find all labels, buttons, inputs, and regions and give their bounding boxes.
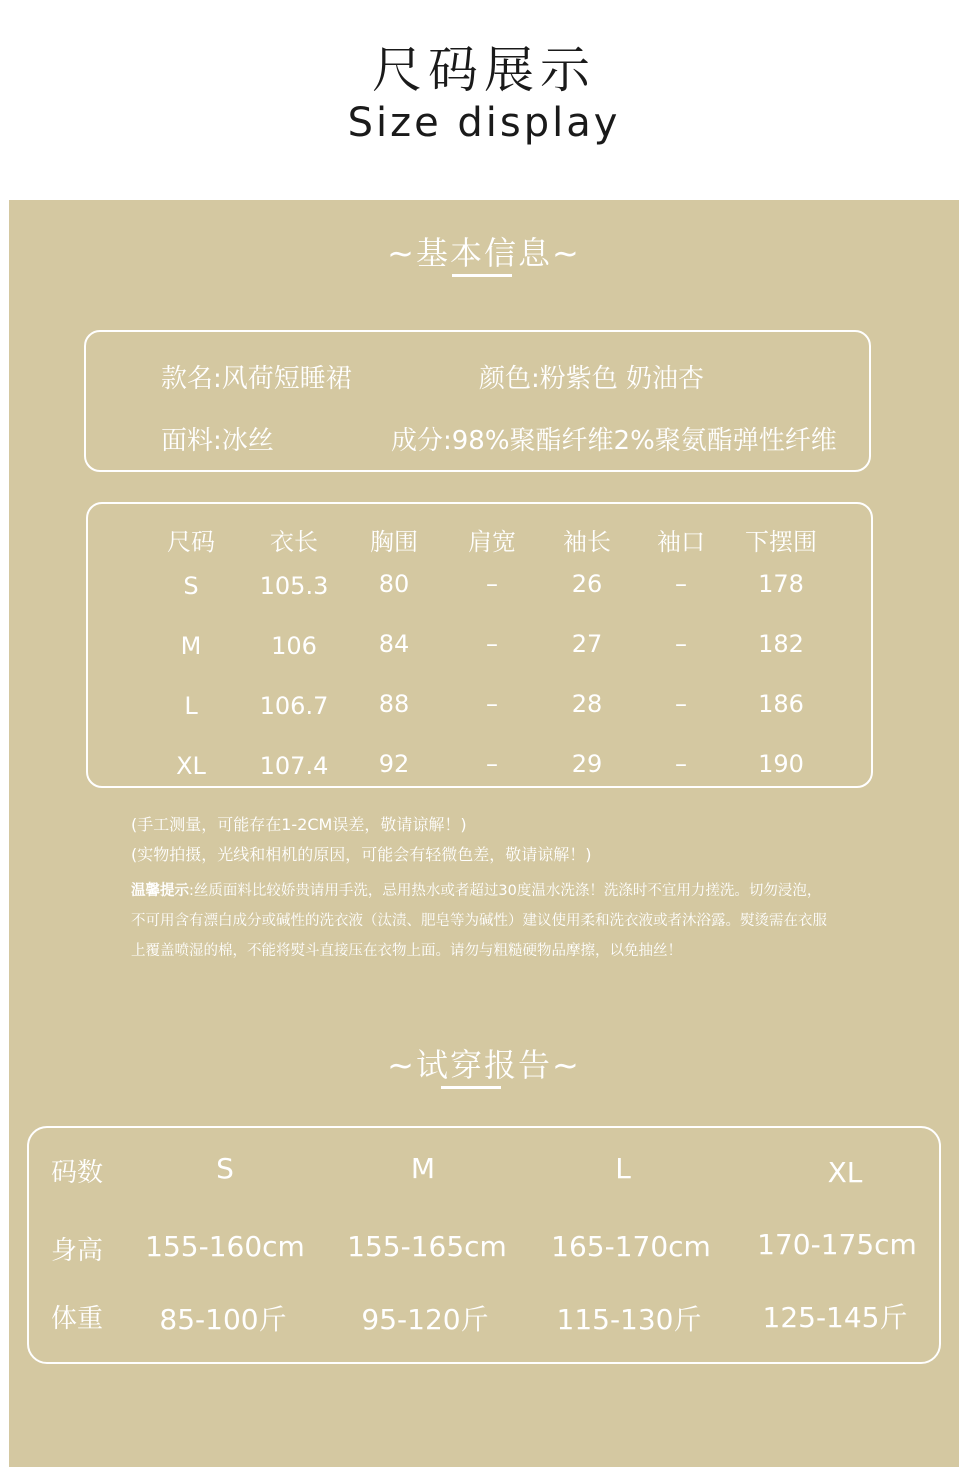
fabric: 面料:冰丝 bbox=[161, 426, 274, 456]
table-cell: M bbox=[180, 632, 202, 660]
page-header bbox=[0, 0, 968, 200]
try-on-title: ~试穿报告~ bbox=[387, 1046, 581, 1084]
measurement-note: (手工测量，可能存在1-2CM误差，敬请谅解！) bbox=[131, 815, 467, 834]
col-header-cuff: 袖口 bbox=[657, 528, 705, 556]
table-cell: 186 bbox=[758, 690, 804, 718]
table-cell: 182 bbox=[758, 630, 804, 658]
row-label-weight: 体重 bbox=[51, 1304, 104, 1334]
table-cell: XL bbox=[176, 752, 206, 780]
try-on-height: 165-170cm bbox=[551, 1230, 711, 1263]
table-cell: 80 bbox=[378, 570, 410, 598]
col-header-size: 尺码 bbox=[167, 528, 215, 556]
table-cell: – bbox=[486, 750, 498, 778]
try-on-height: 155-165cm bbox=[347, 1230, 507, 1263]
try-on-table bbox=[27, 1126, 941, 1364]
try-on-underline bbox=[441, 1086, 501, 1089]
table-cell: 105.3 bbox=[259, 572, 329, 600]
table-cell: – bbox=[675, 690, 687, 718]
care-tips-label: 温馨提示 bbox=[131, 883, 189, 899]
basic-info-box bbox=[84, 330, 871, 472]
try-on-size: L bbox=[615, 1152, 631, 1185]
table-cell: – bbox=[675, 630, 687, 658]
row-label-size: 码数 bbox=[51, 1158, 104, 1188]
page-title: 尺码展示 bbox=[372, 41, 596, 99]
table-cell: 106 bbox=[271, 632, 317, 660]
table-cell: 26 bbox=[571, 570, 603, 598]
page-subtitle: Size display bbox=[347, 100, 621, 146]
col-header-bust: 胸围 bbox=[370, 528, 418, 556]
product-color: 颜色:粉紫色 奶油杏 bbox=[479, 364, 705, 394]
table-cell: 178 bbox=[758, 570, 804, 598]
try-on-height: 155-160cm bbox=[145, 1230, 305, 1263]
size-table bbox=[86, 502, 873, 788]
table-cell: 92 bbox=[378, 750, 410, 778]
table-cell: – bbox=[486, 630, 498, 658]
try-on-height: 170-175cm bbox=[757, 1228, 917, 1261]
table-cell: 84 bbox=[378, 630, 410, 658]
table-cell: – bbox=[675, 750, 687, 778]
table-cell: S bbox=[183, 572, 199, 600]
basic-info-underline bbox=[452, 274, 512, 277]
try-on-weight: 95-120斤 bbox=[361, 1303, 489, 1336]
try-on-size: M bbox=[410, 1152, 436, 1185]
basic-info-title: ~基本信息~ bbox=[387, 234, 581, 272]
care-tips-text: :丝质面料比较娇贵请用手洗，忌用热水或者超过30度温水洗涤！洗涤时不宜用力搓洗。切勿浸泡，不可用含有漂白成分或碱性的洗衣液（汰渍、肥皂等为碱性）建议使用柔和洗衣液或者沐浴露。熨烫需在衣服上覆盖喷湿的棉，不能将熨斗直接压在衣物上面。请勿与粗糙硬物品摩擦，以免抽丝！ bbox=[131, 883, 827, 959]
table-cell: – bbox=[486, 690, 498, 718]
composition: 成分:98%聚酯纤维2%聚氨酯弹性纤维 bbox=[391, 426, 837, 456]
try-on-weight: 115-130斤 bbox=[556, 1303, 702, 1336]
table-cell: 29 bbox=[571, 750, 603, 778]
table-cell: L bbox=[184, 692, 198, 720]
col-header-hem: 下摆围 bbox=[745, 528, 817, 556]
try-on-weight: 85-100斤 bbox=[159, 1303, 287, 1336]
table-cell: 190 bbox=[758, 750, 804, 778]
col-header-length: 衣长 bbox=[270, 528, 318, 556]
care-tips bbox=[131, 876, 831, 966]
color-note: (实物拍摄，光线和相机的原因，可能会有轻微色差，敬请谅解！) bbox=[131, 845, 592, 864]
table-cell: 27 bbox=[571, 630, 603, 658]
try-on-size: XL bbox=[827, 1156, 863, 1189]
table-cell: 28 bbox=[571, 690, 603, 718]
style-name: 款名:风荷短睡裙 bbox=[161, 364, 352, 394]
content-panel bbox=[9, 200, 959, 1467]
col-header-shoulder: 肩宽 bbox=[468, 528, 516, 556]
table-cell: 107.4 bbox=[259, 752, 329, 780]
table-cell: 88 bbox=[378, 690, 410, 718]
try-on-size: S bbox=[216, 1152, 234, 1185]
table-cell: 106.7 bbox=[259, 692, 329, 720]
row-label-height: 身高 bbox=[51, 1236, 104, 1266]
table-cell: – bbox=[486, 570, 498, 598]
col-header-sleeve-length: 袖长 bbox=[563, 528, 611, 556]
table-cell: – bbox=[675, 570, 687, 598]
try-on-weight: 125-145斤 bbox=[762, 1301, 908, 1334]
